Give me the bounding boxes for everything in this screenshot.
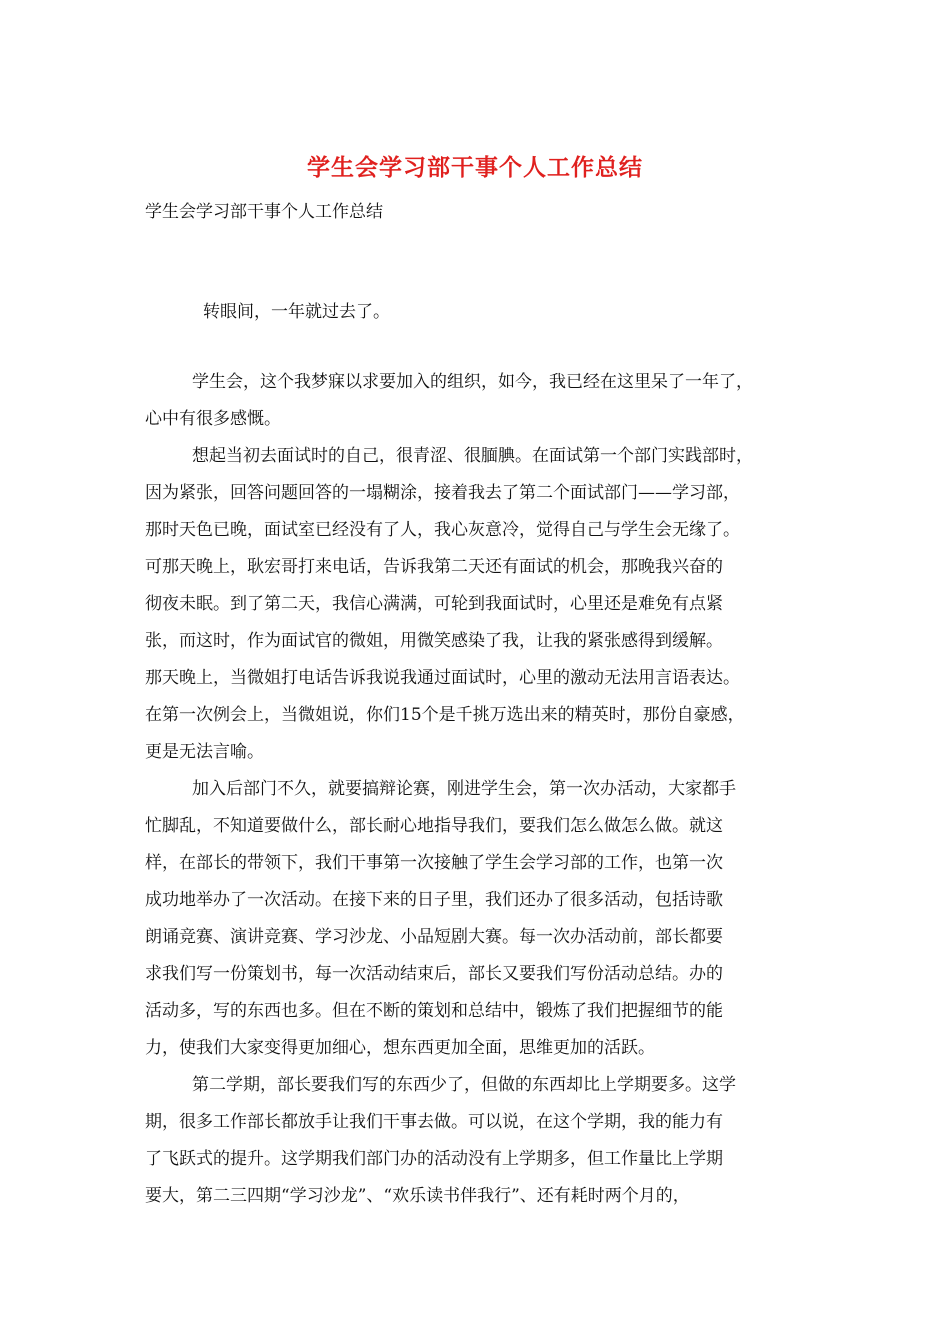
body-line: 求我们写一份策划书，每一次活动结束后，部长又要我们写份活动总结。办的 [145, 964, 723, 984]
body-line: 转眼间，一年就过去了。 [203, 302, 390, 322]
body-line: 成功地举办了一次活动。在接下来的日子里，我们还办了很多活动，包括诗歌 [145, 890, 723, 910]
body-line: 要大，第二三四期“学习沙龙”、“欢乐读书伴我行”、还有耗时两个月的， [145, 1186, 690, 1206]
body-line: 更是无法言喻。 [145, 742, 264, 762]
body-line: 忙脚乱，不知道要做什么，部长耐心地指导我们，要我们怎么做怎么做。就这 [145, 816, 723, 836]
body-line: 朗诵竞赛、演讲竞赛、学习沙龙、小品短剧大赛。每一次办活动前，部长都要 [145, 927, 723, 947]
document-title: 学生会学习部干事个人工作总结 [307, 154, 643, 181]
body-line: 心中有很多感慨。 [145, 409, 281, 429]
body-line: 第二学期，部长要我们写的东西少了，但做的东西却比上学期要多。这学 [192, 1075, 736, 1095]
body-line: 可那天晚上，耿宏哥打来电话，告诉我第二天还有面试的机会，那晚我兴奋的 [145, 557, 723, 577]
body-line: 加入后部门不久，就要搞辩论赛，刚进学生会，第一次办活动，大家都手 [192, 779, 736, 799]
body-line: 期，很多工作部长都放手让我们干事去做。可以说，在这个学期，我的能力有 [145, 1112, 723, 1132]
body-line: 了飞跃式的提升。这学期我们部门办的活动没有上学期多，但工作量比上学期 [145, 1149, 723, 1169]
body-line: 样，在部长的带领下，我们干事第一次接触了学生会学习部的工作，也第一次 [145, 853, 723, 873]
body-line: 张，而这时，作为面试官的微姐，用微笑感染了我，让我的紧张感得到缓解。 [145, 631, 723, 651]
body-line: 那时天色已晚，面试室已经没有了人，我心灰意冷，觉得自己与学生会无缘了。 [145, 520, 740, 540]
body-line: 在第一次例会上，当微姐说，你们15个是千挑万选出来的精英时，那份自豪感， [145, 705, 745, 725]
body-line: 想起当初去面试时的自己，很青涩、很腼腆。在面试第一个部门实践部时， [192, 446, 753, 466]
document-subtitle: 学生会学习部干事个人工作总结 [145, 202, 383, 222]
body-line: 那天晚上，当微姐打电话告诉我说我通过面试时，心里的激动无法用言语表达。 [145, 668, 740, 688]
body-line: 彻夜未眠。到了第二天，我信心满满，可轮到我面试时，心里还是难免有点紧 [145, 594, 723, 614]
body-line: 力，使我们大家变得更加细心，想东西更加全面，思维更加的活跃。 [145, 1038, 655, 1058]
body-line: 活动多，写的东西也多。但在不断的策划和总结中，锻炼了我们把握细节的能 [145, 1001, 723, 1021]
body-line: 学生会，这个我梦寐以求要加入的组织，如今，我已经在这里呆了一年了， [192, 372, 753, 392]
body-line: 因为紧张，回答问题回答的一塌糊涂，接着我去了第二个面试部门——学习部， [145, 483, 740, 503]
